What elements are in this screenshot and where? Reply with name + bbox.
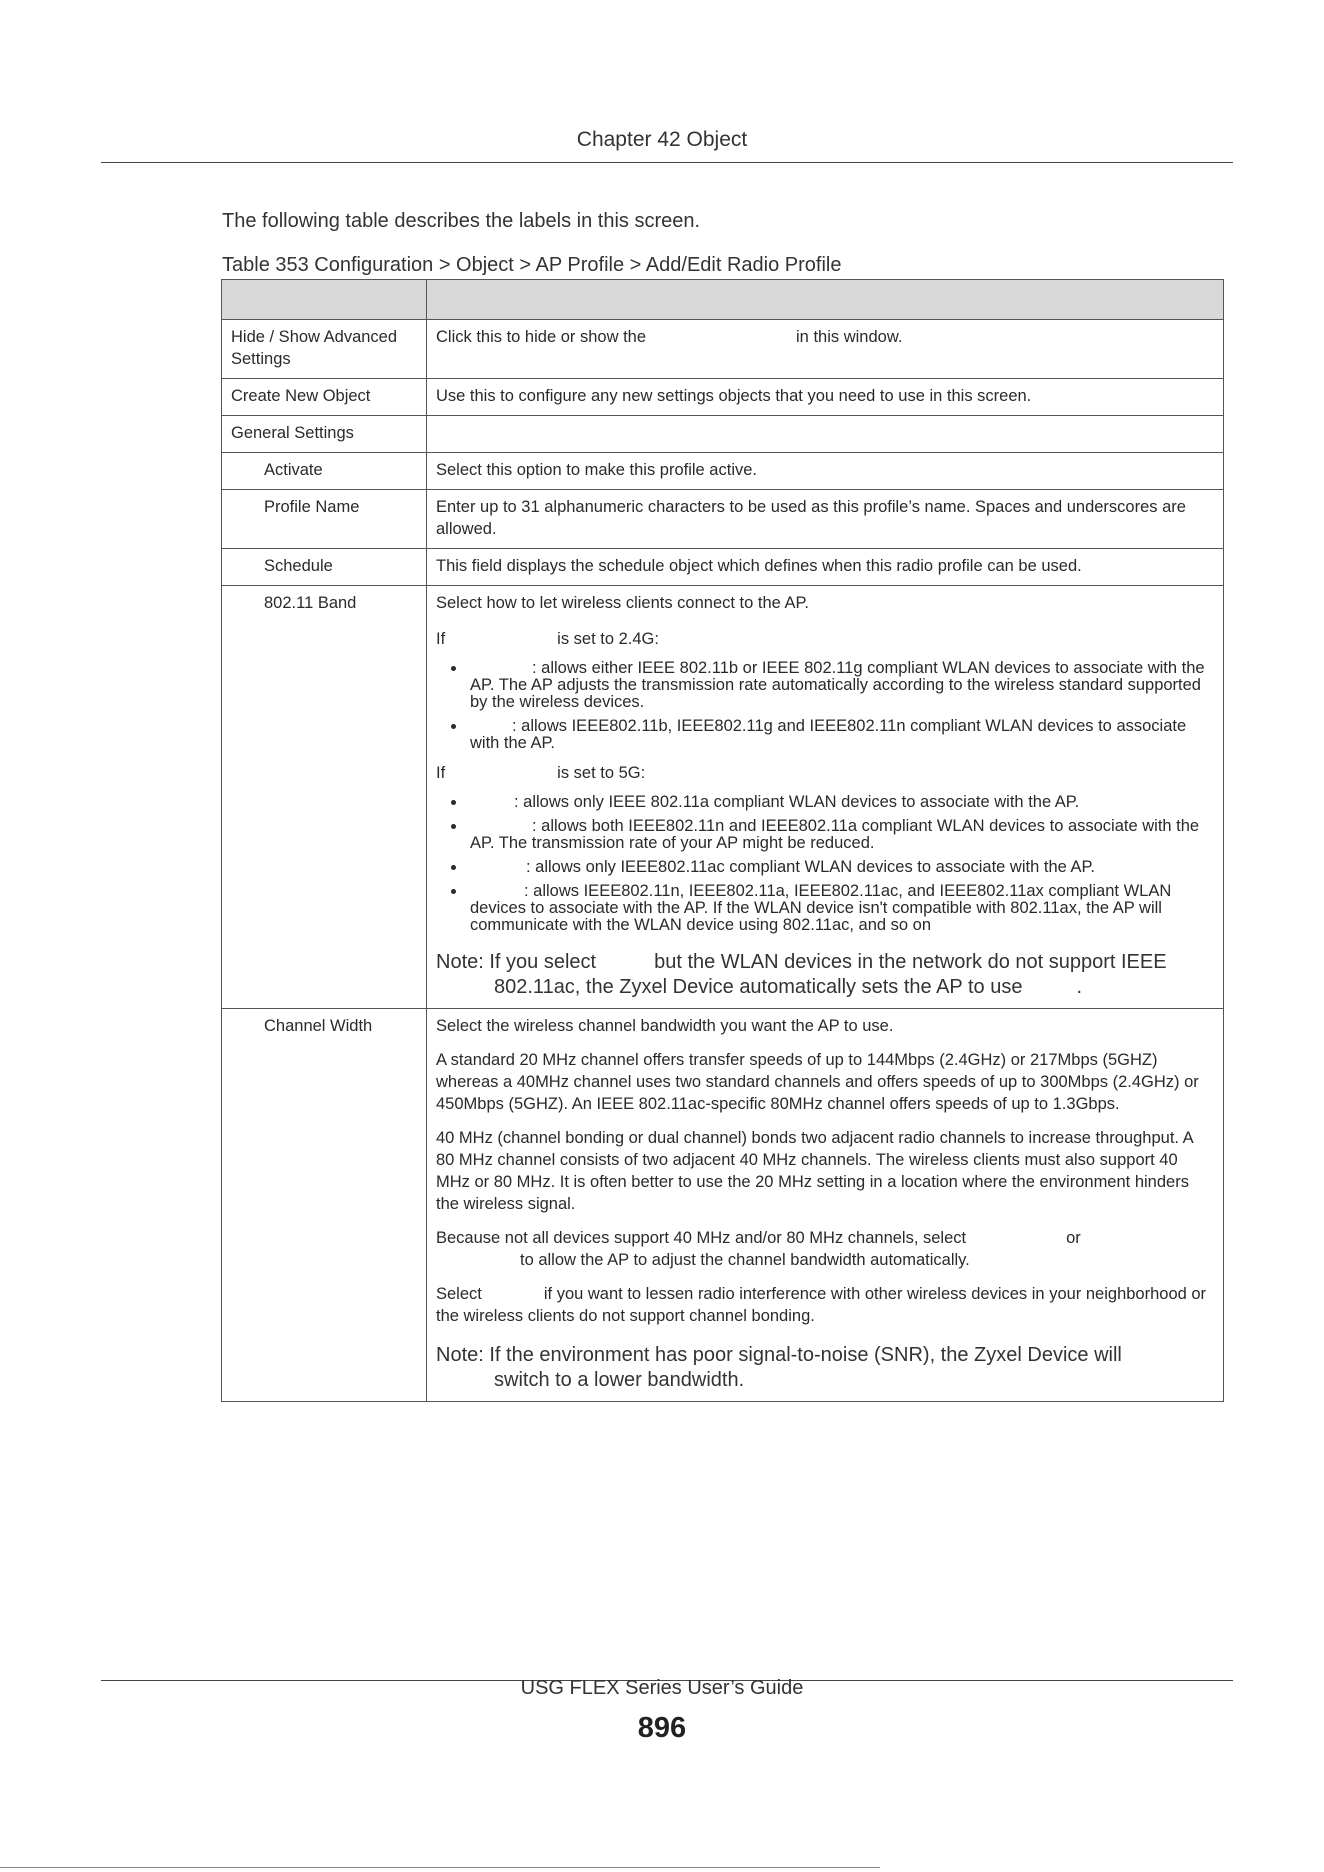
band-5g-item1: : allows only IEEE 802.11a compliant WLAN devices to associate with the AP. — [514, 793, 1080, 811]
label-general-settings: General Settings — [222, 416, 427, 453]
description-802-11-band — [427, 586, 1224, 1009]
list-item — [467, 660, 1215, 711]
band-5g-list — [436, 794, 1215, 934]
table-row — [222, 320, 1224, 379]
cw-para5-part2: if you want to lessen radio interference with other wireless devices in your neighborhood or the wireless clients do not support channel bonding. — [436, 1285, 1207, 1325]
list-item — [467, 859, 1215, 876]
band-if24-part2: is set to 2.4G: — [557, 630, 659, 648]
cw-para1: Select the wireless channel bandwidth you want the AP to use. — [436, 1017, 894, 1035]
cw-para2: A standard 20 MHz channel offers transfer speeds of up to 144Mbps (2.4GHz) or 217Mbps (5GHZ) whereas a 40MHz channel uses two standard channels and offers speeds of up to 300Mbps (2.4GHz) or 450Mbps (5GHZ). An IEEE 802.11ac-specific 80MHz channel offers speeds of up to 1.3Gbps. — [436, 1051, 1199, 1113]
band-5g-item3: : allows only IEEE802.11ac compliant WLAN devices to associate with the AP. — [526, 858, 1095, 876]
band-if-5g — [436, 762, 1215, 784]
label-802-11-band: 802.11 Band — [222, 586, 427, 1009]
label-description-table — [221, 279, 1224, 1402]
table-header-row — [222, 280, 1224, 320]
band-note-part2: but the WLAN devices in the network do not support IEEE — [654, 951, 1167, 973]
table-row — [222, 586, 1224, 1009]
cw-para5-part1: Select — [436, 1285, 482, 1303]
band-if5-part1: If — [436, 764, 446, 782]
band-if-24g — [436, 628, 1215, 650]
description-channel-width — [427, 1009, 1224, 1402]
list-item — [467, 818, 1215, 852]
description-schedule: This field displays the schedule object which defines when this radio profile can be used. — [427, 549, 1224, 586]
list-item — [467, 794, 1215, 811]
intro-text: The following table describes the labels in this screen. — [222, 210, 701, 232]
band-intro: Select how to let wireless clients connect to the AP. — [436, 594, 809, 612]
cw-para4-part3: to allow the AP to adjust the channel bandwidth automatically. — [520, 1251, 970, 1269]
table-caption: Table 353 Configuration > Object > AP Profile > Add/Edit Radio Profile — [222, 254, 842, 276]
cw-para5 — [436, 1283, 1215, 1327]
page-bottom-edge — [0, 1867, 880, 1868]
table-row — [222, 416, 1224, 453]
band-if5-part2: is set to 5G: — [557, 764, 646, 782]
band-24g-list — [436, 660, 1215, 752]
table-row — [222, 379, 1224, 416]
label-activate: Activate — [222, 453, 427, 490]
band-if24-part1: If — [436, 630, 446, 648]
header-cell-description — [427, 280, 1224, 320]
hide-show-desc-part1: Click this to hide or show the — [436, 328, 647, 346]
cw-note-part2: switch to a lower bandwidth. — [494, 1369, 745, 1391]
table-row — [222, 453, 1224, 490]
band-note-part4: . — [1076, 976, 1082, 998]
description-create-new-object: Use this to configure any new settings objects that you need to use in this screen. — [427, 379, 1224, 416]
cw-para3: 40 MHz (channel bonding or dual channel) bonds two adjacent radio channels to increase throughput. A 80 MHz channel consists of two adjacent 40 MHz channels. The wireless clients must also support 40 MHz or 80 MHz. It is often better to use the 20 MHz setting in a location where the environment hinders the wireless signal. — [436, 1129, 1193, 1213]
cw-note-part1: Note: If the environment has poor signal-to-noise (SNR), the Zyxel Device will — [436, 1344, 1122, 1366]
label-schedule: Schedule — [222, 549, 427, 586]
chapter-header: Chapter 42 Object — [576, 128, 748, 151]
cw-para4 — [436, 1227, 1215, 1271]
table-row — [222, 490, 1224, 549]
band-note — [436, 950, 1215, 1000]
band-5g-item4: : allows IEEE802.11n, IEEE802.11a, IEEE802.11ac, and IEEE802.11ax compliant WLAN devices to associate with the AP. If the WLAN device isn't compatible with 802.11ax, the AP will communicate with the WLAN device using 802.11ac, and so on — [470, 882, 1172, 934]
guide-title: USG FLEX Series User’s Guide — [520, 1677, 804, 1699]
band-24g-item2: : allows IEEE802.11b, IEEE802.11g and IEEE802.11n compliant WLAN devices to associate with the AP. — [470, 717, 1187, 752]
header-rule — [101, 162, 1233, 163]
label-channel-width: Channel Width — [222, 1009, 427, 1402]
hide-show-desc-part2: in this window. — [796, 328, 903, 346]
description-activate: Select this option to make this profile active. — [427, 453, 1224, 490]
table-row — [222, 1009, 1224, 1402]
label-profile-name: Profile Name — [222, 490, 427, 549]
cw-note — [436, 1343, 1215, 1393]
list-item — [467, 718, 1215, 752]
table-row — [222, 549, 1224, 586]
cw-para4-part1: Because not all devices support 40 MHz and/or 80 MHz channels, select — [436, 1229, 967, 1247]
band-24g-item1: : allows either IEEE 802.11b or IEEE 802.11g compliant WLAN devices to associate with the AP. The AP adjusts the transmission rate automatically according to the wireless standard supported by the wireless devices. — [470, 659, 1205, 711]
band-note-part3: 802.11ac, the Zyxel Device automatically sets the AP to use — [494, 976, 1023, 998]
page-number: 896 — [637, 1712, 687, 1744]
band-5g-item2: : allows both IEEE802.11n and IEEE802.11a compliant WLAN devices to associate with the AP. The transmission rate of your AP might be reduced. — [470, 817, 1200, 852]
band-note-part1: Note: If you select — [436, 951, 597, 973]
label-hide-show: Hide / Show Advanced Settings — [222, 320, 427, 379]
list-item — [467, 883, 1215, 934]
header-cell-label — [222, 280, 427, 320]
description-general-settings — [427, 416, 1224, 453]
label-create-new-object: Create New Object — [222, 379, 427, 416]
cw-para4-part2: or — [1066, 1229, 1081, 1247]
description-hide-show — [427, 320, 1224, 379]
description-profile-name: Enter up to 31 alphanumeric characters to be used as this profile’s name. Spaces and underscores are allowed. — [427, 490, 1224, 549]
